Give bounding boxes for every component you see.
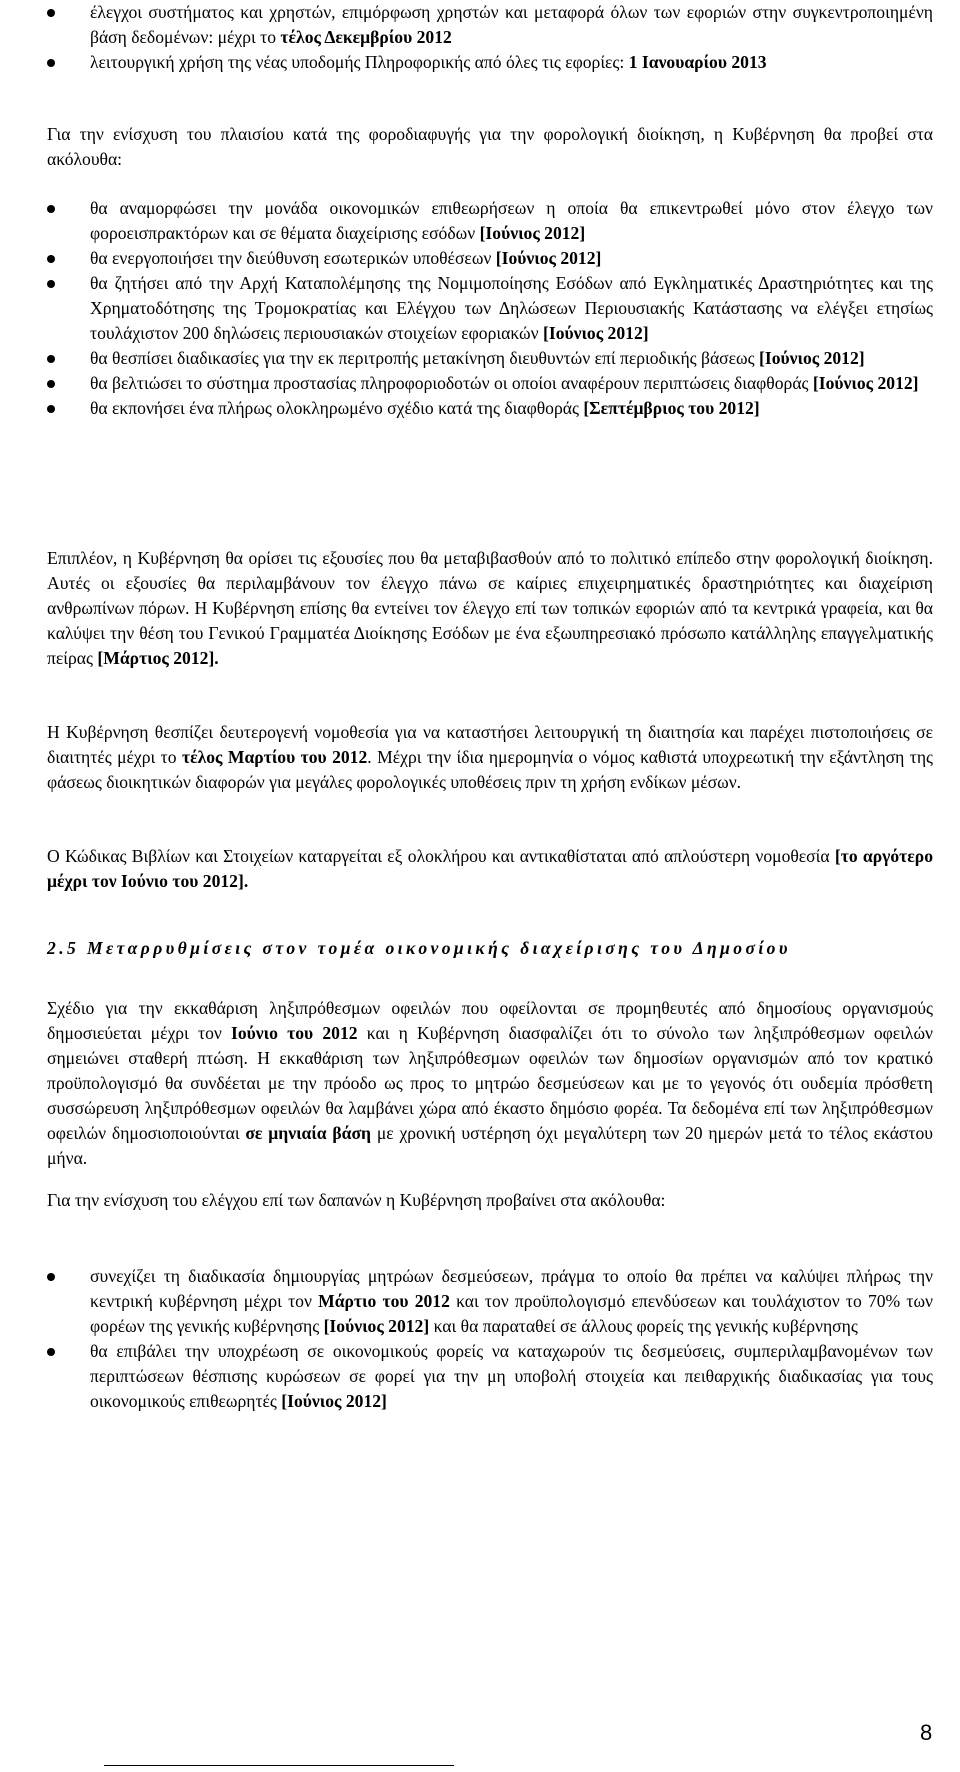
text-run: Σχέδιο για την εκκαθάριση ληξιπρόθεσμων οφειλών που οφείλονται σε προμηθευτές από δημοσίους οργανισμούς δημοσιεύεται μέχρι τον bbox=[47, 998, 933, 1043]
top-bullet-list bbox=[47, 0, 933, 75]
text-run: λειτουργική χρήση της νέας υποδομής Πληροφορικής από όλες τις εφορίες: bbox=[90, 52, 629, 72]
text-run: συνεχίζει τη διαδικασία δημιουργίας μητρώων δεσμεύσεων, πράγμα το οποίο θα πρέπει να καλύψει πλήρως την κεντρική κυβέρνηση μέχρι τον bbox=[90, 1266, 933, 1311]
bold-text: [Ιούνιος 2012] bbox=[542, 323, 649, 343]
text-run: έλεγχοι συστήματος και χρηστών, επιμόρφωση χρηστών και μεταφορά όλων των εφοριών στην συγκεντροποιημένη βάση δεδομένων: μέχρι το bbox=[90, 2, 933, 47]
bullet-item bbox=[47, 50, 933, 75]
bullet-item bbox=[47, 1339, 933, 1414]
section-heading-block bbox=[47, 936, 933, 961]
tax-admin-intro bbox=[47, 122, 933, 172]
middle-bullet-list bbox=[47, 196, 933, 421]
bullet-item bbox=[47, 1264, 933, 1339]
bold-text: Ιούνιο του 2012 bbox=[231, 1023, 358, 1043]
bold-text: [Ιούνιος 2012] bbox=[495, 248, 602, 268]
bottom-bullet-list bbox=[47, 1264, 933, 1414]
legislation-paragraph bbox=[47, 720, 933, 795]
bullet-item bbox=[47, 396, 933, 421]
text-run: Η Κυβέρνηση θεσπίζει δευτερογενή νομοθεσία για να καταστήσει λειτουργική τη διαιτησία και παρέχει πιστοποιήσεις σε διαιτητές μέχρι το bbox=[47, 722, 933, 767]
bold-text: τέλος Δεκεμβρίου 2012 bbox=[280, 27, 452, 47]
text-run: θα βελτιώσει το σύστημα προστασίας πληροφοριοδοτών οι οποίοι αναφέρουν περιπτώσεις διαφθοράς bbox=[90, 373, 813, 393]
bullet-icon bbox=[47, 59, 55, 67]
text-run: και η Κυβέρνηση διασφαλίζει ότι το σύνολο των ληξιπρόθεσμων οφειλών σημειώνει σταθερή πτώση. Η εκκαθάριση των ληξιπρόθεσμων οφειλών των δημοσίων οργανισμών από τον κρατικό προϋπολογισμό θα συνδέεται με την πρόοδο ως προς το μητρώο δεσμεύσεων και με το γεγονός ότι ουδεμία πρόσθετη συσσώρευση ληξιπρόθεσμων οφειλών θα λαμβάνει χώρα από έκαστο δημόσιο φορέα. Τα δεδομένα επί των ληξιπρόθεσμων οφειλών δημοσιοποιούνται bbox=[47, 1023, 933, 1143]
bullet-item bbox=[47, 196, 933, 246]
bullet-icon bbox=[47, 380, 55, 388]
bold-text: [Μάρτιος 2012]. bbox=[97, 648, 219, 668]
bold-text: [Ιούνιος 2012] bbox=[323, 1316, 430, 1336]
code-paragraph bbox=[47, 844, 933, 894]
text-run: θα θεσπίσει διαδικασίες για την εκ περιτροπής μετακίνηση διευθυντών επί περιοδικής βάσεως bbox=[90, 348, 760, 368]
bullet-item bbox=[47, 246, 933, 271]
bold-text: σε μηνιαία βάση bbox=[245, 1123, 372, 1143]
bullet-item bbox=[47, 271, 933, 346]
text-run: Ο Κώδικας Βιβλίων και Στοιχείων καταργείται εξ ολοκλήρου και αντικαθίσταται από απλούστερη νομοθεσία bbox=[47, 846, 835, 866]
bold-text: [Ιούνιος 2012] bbox=[281, 1391, 387, 1411]
bold-text: [Ιούνιος 2012] bbox=[479, 223, 586, 243]
paragraph: Για την ενίσχυση του πλαισίου κατά της φοροδιαφυγής για την φορολογική διοίκηση, η Κυβέρνηση θα προβεί στα ακόλουθα: bbox=[47, 124, 933, 169]
bullet-item bbox=[47, 0, 933, 50]
bullet-icon bbox=[47, 255, 55, 263]
bold-text: τέλος Μαρτίου του 2012 bbox=[181, 747, 368, 767]
paragraph bbox=[47, 720, 933, 795]
bullet-icon bbox=[47, 205, 55, 213]
bold-text: [Ιούνιος 2012] bbox=[812, 373, 919, 393]
text-run: θα ενεργοποιήσει την διεύθυνση εσωτερικών υποθέσεων bbox=[90, 248, 496, 268]
text-run: με χρονική υστέρηση όχι μεγαλύτερη των 20 ημερών μετά το τέλος εκάστου μήνα. bbox=[47, 1123, 933, 1168]
bullet-item bbox=[47, 371, 933, 396]
paragraph bbox=[47, 844, 933, 894]
spending-intro bbox=[47, 1188, 933, 1213]
bold-text: [Ιούνιος 2012] bbox=[759, 348, 865, 368]
bold-text: [Σεπτέμβριος του 2012] bbox=[583, 398, 760, 418]
bullet-icon bbox=[47, 280, 55, 288]
text-run: θα εκπονήσει ένα πλήρως ολοκληρωμένο σχέδιο κατά της διαφθοράς bbox=[90, 398, 584, 418]
text-run: . Μέχρι την ίδια ημερομηνία ο νόμος καθιστά υποχρεωτική την εξάντληση της φάσεως διοικητικών διαφορών για μεγάλες φορολογικές υποθέσεις πριν τη χρήση ενδίκων μέσων. bbox=[47, 747, 933, 792]
bullet-icon bbox=[47, 1273, 55, 1281]
bold-text: 1 Ιανουαρίου 2013 bbox=[628, 52, 767, 72]
text-run: θα επιβάλει την υποχρέωση σε οικονομικούς φορείς να καταχωρούν τις δεσμεύσεις, συμπεριλαμβανομένων των περιπτώσεων θέσπισης κυρώσεων σε φορεί για την μη υποβολή στοιχεία και πειθαρχικής διαδικασίας για τους οικονομικούς επιθεωρητές bbox=[90, 1341, 933, 1411]
bullet-icon bbox=[47, 9, 55, 17]
bold-text: Μάρτιο του 2012 bbox=[318, 1291, 450, 1311]
bullet-icon bbox=[47, 1348, 55, 1356]
text-run: Επιπλέον, η Κυβέρνηση θα ορίσει τις εξουσίες που θα μεταβιβασθούν από το πολιτικό επίπεδο στην φορολογική διοίκηση. Αυτές οι εξουσίες θα περιλαμβάνουν τον έλεγχο πάνω σε καίριες επιχειρηματικές δραστηριότητες και διαχείριση ανθρωπίνων πόρων. Η Κυβέρνηση επίσης θα εντείνει τον έλεγχο επί των τοπικών εφοριών από τα κεντρικά γραφεία, και θα καλύψει την θέση του Γενικού Γραμματέα Διοίκησης Εσόδων με ένα εξωυπηρεσιακό πρόσωπο κατάλληλης επαγγελματικής πείρας bbox=[47, 548, 933, 668]
text-run: θα ζητήσει από την Αρχή Καταπολέμησης της Νομιμοποίησης Εσόδων από Εγκληματικές Δραστηριότητες και της Χρηματοδότησης της Τρομοκρατίας και Ελέγχου των Δηλώσεων Περιουσιακής Κατάστασης να ελέγξει ετησίως τουλάχιστον 200 δηλώσεις περιουσιακών στοιχείων εφοριακών bbox=[90, 273, 933, 343]
paragraph bbox=[47, 546, 933, 671]
bold-text: [το αργότερο μέχρι τον Ιούνιο του 2012]. bbox=[47, 846, 934, 891]
paragraph: Για την ενίσχυση του ελέγχου επί των δαπανών η Κυβέρνηση προβαίνει στα ακόλουθα: bbox=[47, 1190, 666, 1210]
bullet-icon bbox=[47, 355, 55, 363]
footnote-separator bbox=[104, 1765, 454, 1766]
bullet-icon bbox=[47, 405, 55, 413]
text-run: και τον προϋπολογισμό επενδύσεων και τουλάχιστον το 70% των φορέων της γενικής κυβέρνησης bbox=[90, 1291, 933, 1336]
paragraph bbox=[47, 996, 933, 1171]
arrears-paragraph bbox=[47, 996, 933, 1171]
page-number: 8 bbox=[920, 1720, 933, 1745]
powers-paragraph bbox=[47, 546, 933, 671]
text-run: και θα παραταθεί σε άλλους φορείς της γενικής κυβέρνησης bbox=[429, 1316, 858, 1336]
bullet-item bbox=[47, 346, 933, 371]
text-run: θα αναμορφώσει την μονάδα οικονομικών επιθεωρήσεων η οποία θα επικεντρωθεί μόνο στον έλεγχο των φοροεισπρακτόρων και σε θέματα διαχείρισης εσόδων bbox=[90, 198, 933, 243]
section-heading: 2.5 Μεταρρυθμίσεις στον τομέα οικονομικής διαχείρισης του Δημοσίου bbox=[47, 938, 791, 958]
